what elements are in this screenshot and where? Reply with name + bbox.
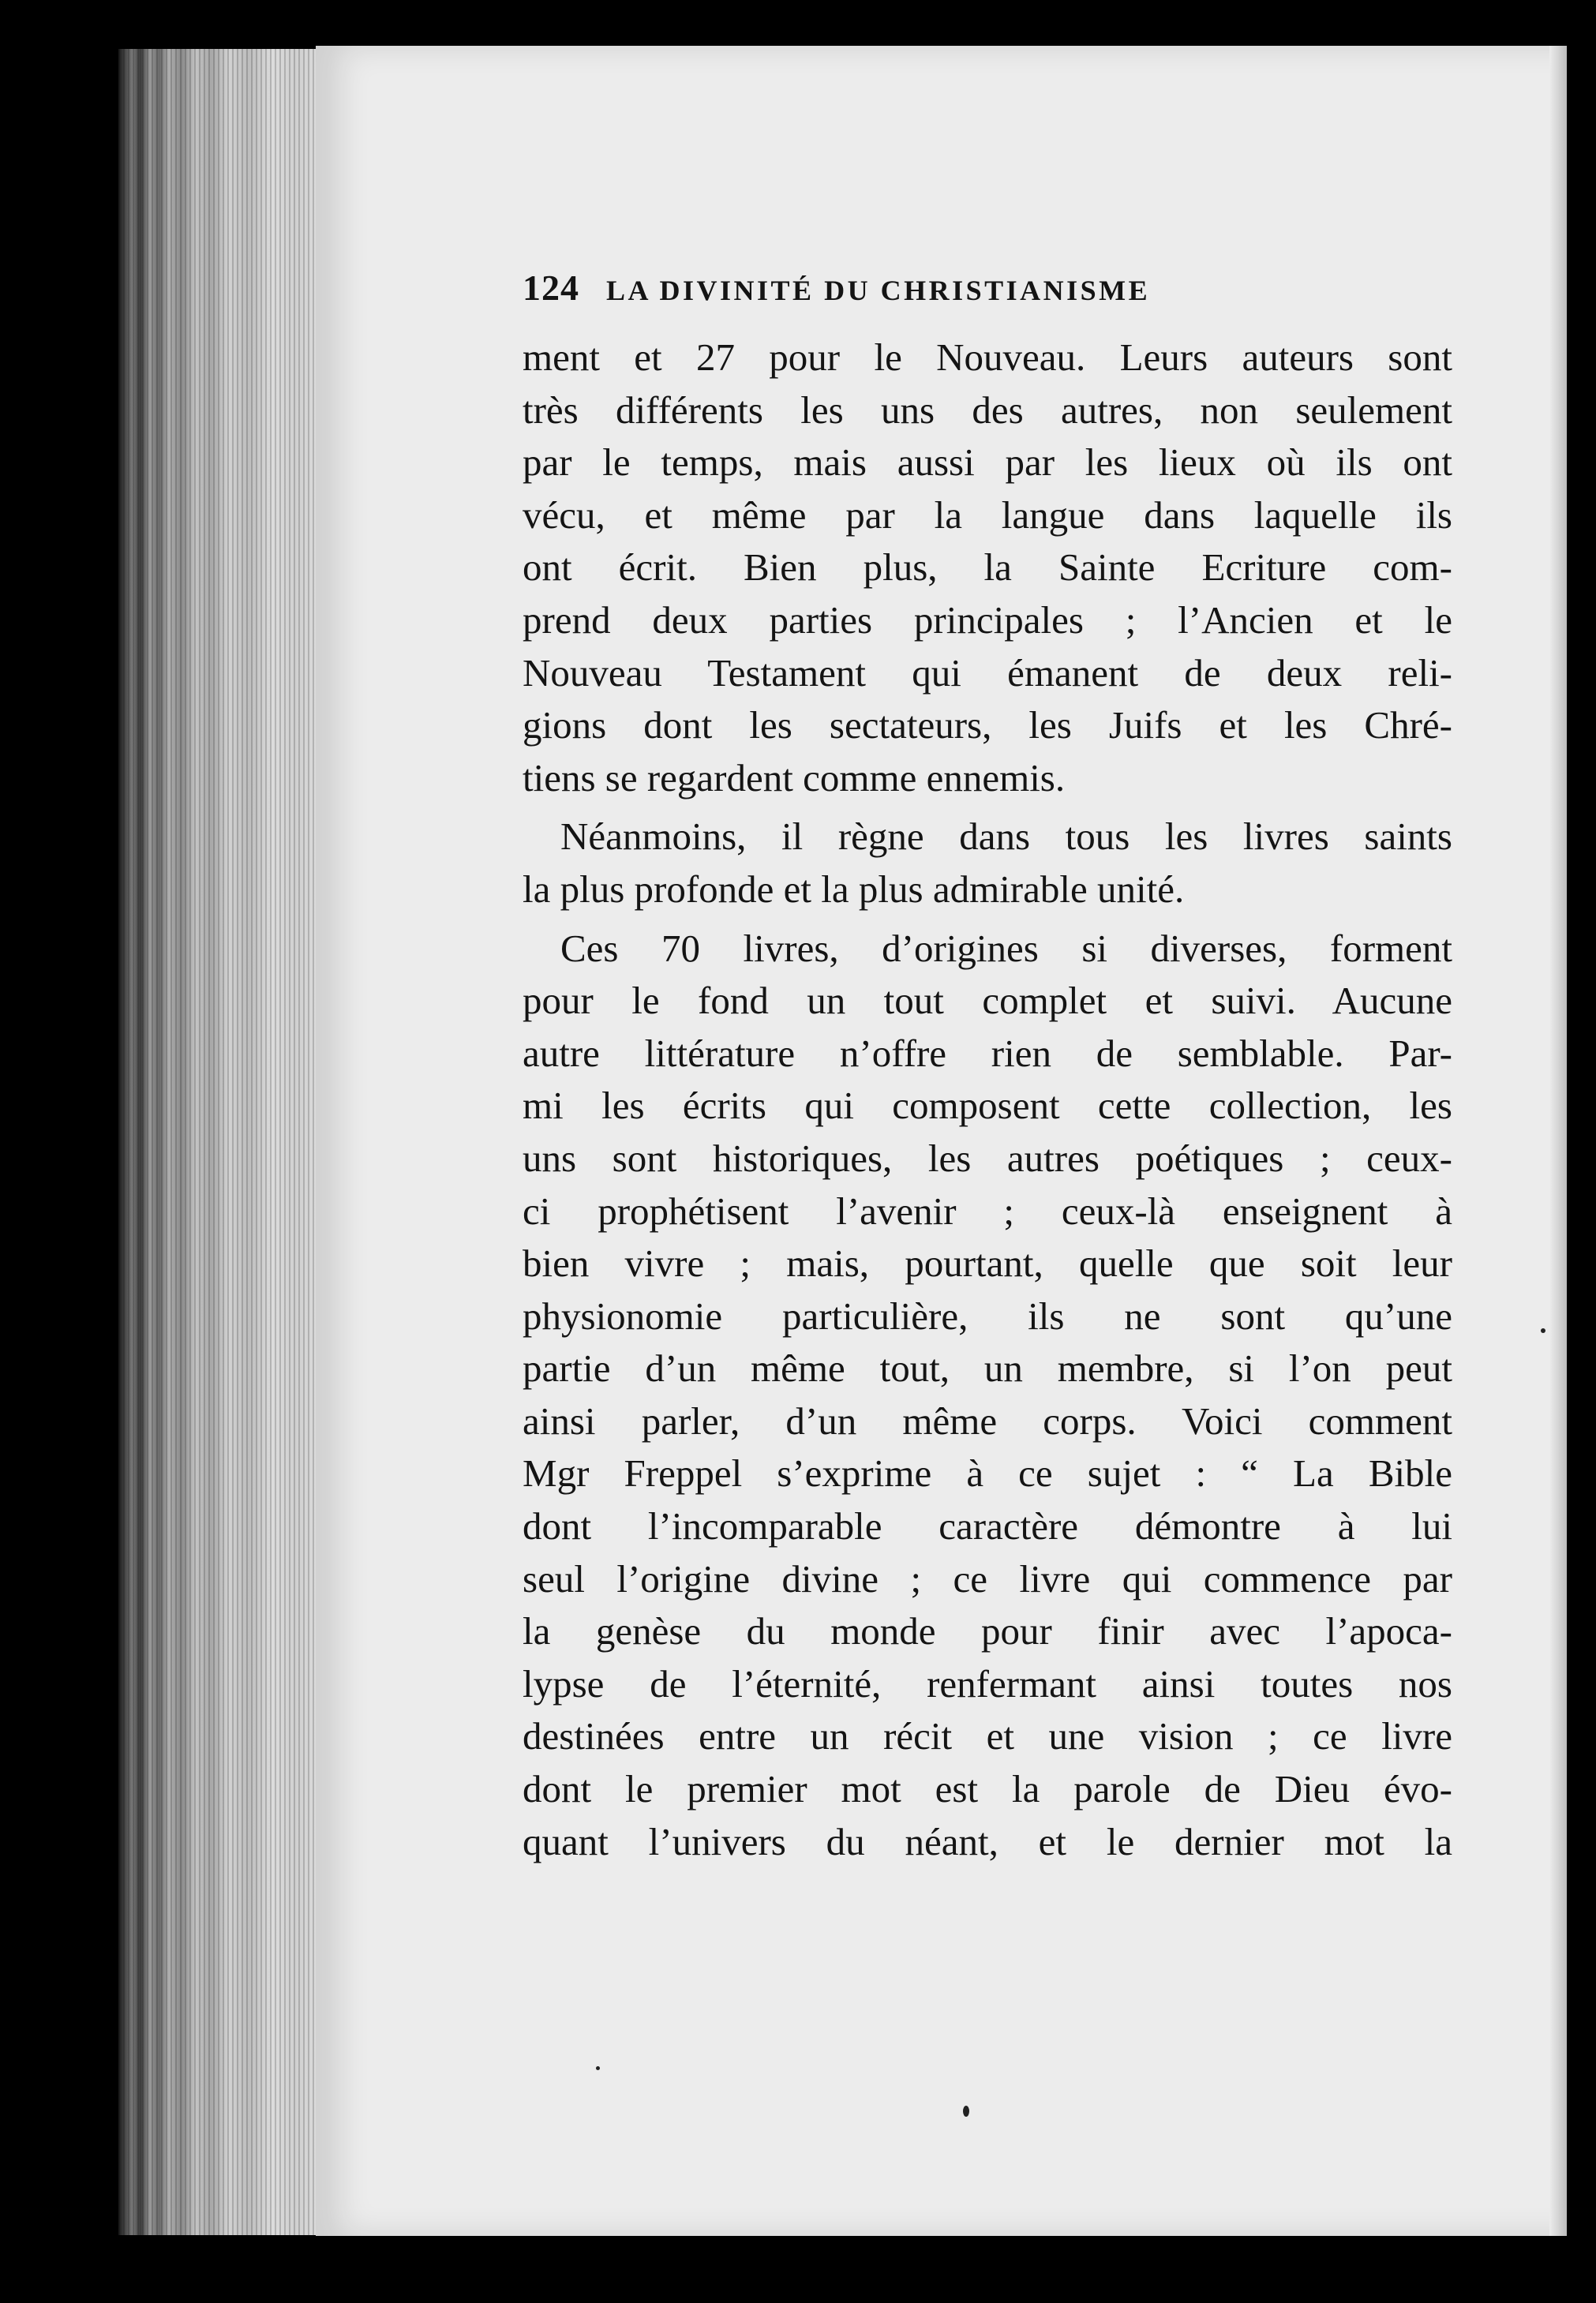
- scan-speck: [596, 2066, 600, 2070]
- text-line: mi les écrits qui composent cette collection, les: [523, 1084, 1452, 1128]
- page-number: 124: [523, 268, 579, 308]
- text-line: ci prophétisent l’avenir ; ceux-là enseignent à: [523, 1189, 1452, 1233]
- text-line: Nouveau Testament qui émanent de deux reli-: [523, 650, 1452, 695]
- text-line: tiens se regardent comme ennemis.: [523, 755, 1066, 799]
- text-line: dont le premier mot est la parole de Dieu évo-: [523, 1767, 1452, 1811]
- page-content: [523, 267, 1452, 1868]
- page-right-edge: [1549, 46, 1567, 2236]
- scan-speck: [963, 2106, 969, 2117]
- text-line: très différents les uns des autres, non seulement: [523, 388, 1452, 432]
- text-line: bien vivre ; mais, pourtant, quelle que soit leur: [523, 1241, 1452, 1286]
- text-line: Mgr Freppel s’exprime à ce sujet : “ La Bible: [523, 1451, 1452, 1496]
- text-line: partie d’un même tout, un membre, si l’on peut: [523, 1346, 1452, 1391]
- running-title: LA DIVINITÉ DU CHRISTIANISME: [606, 275, 1151, 306]
- text-line: gions dont les sectateurs, les Juifs et les Chré-: [523, 703, 1452, 747]
- text-line: autre littérature n’offre rien de semblable. Par-: [523, 1031, 1452, 1075]
- text-line: vécu, et même par la langue dans laquelle ils: [523, 492, 1452, 537]
- text-line: ainsi parler, d’un même corps. Voici comment: [523, 1399, 1452, 1443]
- paragraph-3: [523, 923, 1452, 1869]
- text-line: Néanmoins, il règne dans tous les livres saints: [560, 814, 1452, 859]
- text-line: la plus profonde et la plus admirable unité.: [523, 867, 1185, 911]
- running-head: [523, 267, 1452, 331]
- scan-speck: [1541, 1328, 1545, 1333]
- text-line: physionomie particulière, ils ne sont qu’une: [523, 1294, 1452, 1338]
- text-line: la genèse du monde pour finir avec l’apoca-: [523, 1609, 1452, 1653]
- text-line: ont écrit. Bien plus, la Sainte Ecriture com-: [523, 545, 1452, 590]
- text-line: uns sont historiques, les autres poétiques ; ceux-: [523, 1136, 1452, 1180]
- paragraph-2: [523, 811, 1452, 916]
- text-line: lypse de l’éternité, renfermant ainsi toutes nos: [523, 1661, 1452, 1706]
- text-line: Ces 70 livres, d’origines si diverses, forment: [560, 926, 1452, 970]
- paragraph-1: [523, 331, 1452, 804]
- book-page-edges: [118, 49, 332, 2235]
- text-line: prend deux parties principales ; l’Ancien et le: [523, 597, 1452, 642]
- body-text: [523, 331, 1452, 1868]
- text-line: par le temps, mais aussi par les lieux où ils ont: [523, 440, 1452, 485]
- text-line: dont l’incomparable caractère démontre à lui: [523, 1504, 1452, 1548]
- text-line: quant l’univers du néant, et le dernier mot la: [523, 1819, 1452, 1863]
- book-page: [316, 46, 1567, 2236]
- text-line: seul l’origine divine ; ce livre qui commence par: [523, 1556, 1452, 1601]
- text-line: pour le fond un tout complet et suivi. Aucune: [523, 979, 1452, 1023]
- text-line: destinées entre un récit et une vision ; ce livre: [523, 1714, 1452, 1758]
- text-line: ment et 27 pour le Nouveau. Leurs auteurs sont: [523, 335, 1452, 379]
